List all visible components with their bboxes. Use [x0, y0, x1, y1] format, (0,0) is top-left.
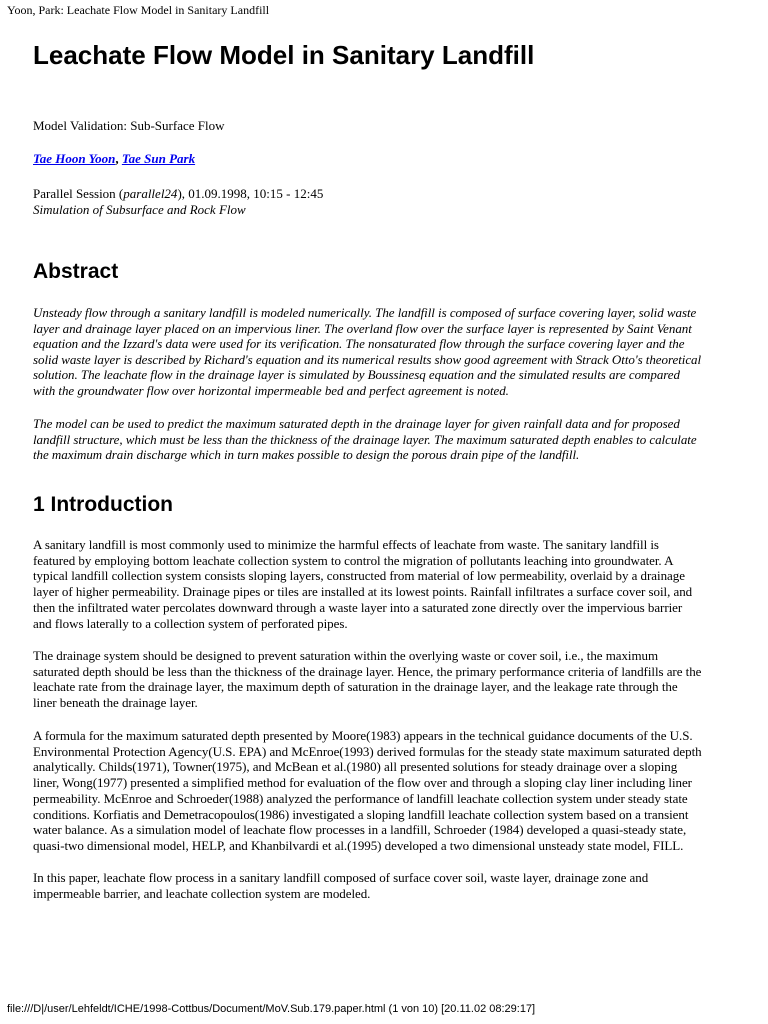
- session-suffix: ), 01.09.1998, 10:15 - 12:45: [177, 186, 324, 201]
- session-prefix: Parallel Session (: [33, 186, 124, 201]
- print-footer: file:///D|/user/Lehfeldt/ICHE/1998-Cottbus/Document/MoV.Sub.179.paper.html (1 von 10) [20.11.02 08:29:17]: [7, 1003, 536, 1015]
- abstract-heading-block: [33, 259, 751, 285]
- author-separator: ,: [115, 151, 119, 166]
- intro-paragraph-4-block: [33, 870, 751, 901]
- session-topic: Simulation of Subsurface and Rock Flow: [33, 202, 246, 217]
- intro-paragraph: A sanitary landfill is most commonly used to minimize the harmful effects of leachate from waste. The sanitary landfill is featured by employing bottom leachate collection system to control the migration of pollutants leaching into groundwater. A typical landfill collection system consists sloping layers, constructed from material of low permeability, overlaid by a drainage layer of higher permeability. Drainage pipes or tiles are installed at its lowest points. Rainfall infiltrates a surface cover soil, and then the infiltrated water percolates downward through a waste layer into a saturated zone directly over the impervious barrier and flows laterally to a collection system of perforated pipes.: [33, 537, 693, 631]
- introduction-heading-block: [33, 492, 751, 518]
- intro-paragraph-2-block: [33, 648, 751, 711]
- print-header: Yoon, Park: Leachate Flow Model in Sanitary Landfill: [7, 3, 270, 17]
- abstract-paragraph-1-block: [33, 305, 751, 399]
- abstract-paragraph: The model can be used to predict the maximum saturated depth in the drainage layer for given rainfall data and for proposed landfill structure, which must be less than the thickness of the drainage layer. The maximum saturated depth enables to calculate the maximum drain discharge which in turn makes possible to design the porous drain pipe of the landfill.: [33, 416, 697, 463]
- title-block: [33, 40, 751, 70]
- abstract-paragraph-2-block: [33, 416, 751, 463]
- category-line: Model Validation: Sub-Surface Flow: [33, 118, 225, 133]
- session-line: [33, 186, 751, 202]
- author-link-1[interactable]: Tae Hoon Yoon: [33, 151, 116, 166]
- author-link-2[interactable]: Tae Sun Park: [121, 151, 196, 166]
- session-topic-line: [33, 202, 751, 218]
- intro-paragraph-3-block: [33, 728, 751, 854]
- author-line: [33, 151, 751, 167]
- introduction-heading: 1 Introduction: [33, 493, 173, 516]
- intro-paragraph: A formula for the maximum saturated depth presented by Moore(1983) appears in the technical guidance documents of the U.S. Environmental Protection Agency(U.S. EPA) and McEnroe(1993) derived formulas for the steady state maximum saturated depth analytically. Childs(1971), Towner(1975), and McBean et al.(1980) all presented solutions for steady drainage over a sloping liner, Wong(1977) presented a simplified method for evaluation of the flow over and through a sloping clay liner including liner permeability. McEnroe and Schroeder(1988) analyzed the performance of landfill leachate collection system under steady state conditions. Korfiatis and Demetracopoulos(1986) investigated a sloping landfill leachate collection system based on a transient water balance. As a simulation model of leachate flow processes in a landfill, Schroeder (1984) developed a quasi-steady state, quasi-two dimensional model, HELP, and Khanbilvardi et al.(1995) developed a two dimensional unsteady state model, FILL.: [33, 728, 702, 853]
- intro-paragraph-1-block: [33, 537, 751, 631]
- abstract-heading: Abstract: [33, 260, 119, 283]
- intro-paragraph: The drainage system should be designed to prevent saturation within the overlying waste or cover soil, i.e., the maximum saturated depth should be less than the thickness of the drainage layer. Hence, the primary performance criteria of landfills are the leachate rate from the drainage layer, the maximum depth of saturation in the drainage layer, and the leakage rate through the liner beneath the drainage layer.: [33, 648, 702, 711]
- intro-paragraph: In this paper, leachate flow process in a sanitary landfill composed of surface cover soil, waste layer, drainage zone and impermeable barrier, and leachate collection system are modeled.: [33, 870, 649, 901]
- page-title: Leachate Flow Model in Sanitary Landfill: [33, 40, 535, 70]
- abstract-paragraph: Unsteady flow through a sanitary landfill is modeled numerically. The landfill is composed of surface covering layer, solid waste layer and drainage layer placed on an impervious liner. The overland flow over the surface layer is represented by Saint Venant equation and the Izzard's data were used for its verification. The nonsaturated flow through the surface covering layer and the solid waste layer is described by Richard's equation and its numerical results show good agreement with Strack Otto's theoretical solution. The leachate flow in the drainage layer is simulated by Boussinesq equation and the simulated results are compared with the groundwater flow over horizontal impermeable bed and perfect agreement is noted.: [33, 305, 702, 398]
- session-code: parallel24: [123, 186, 178, 201]
